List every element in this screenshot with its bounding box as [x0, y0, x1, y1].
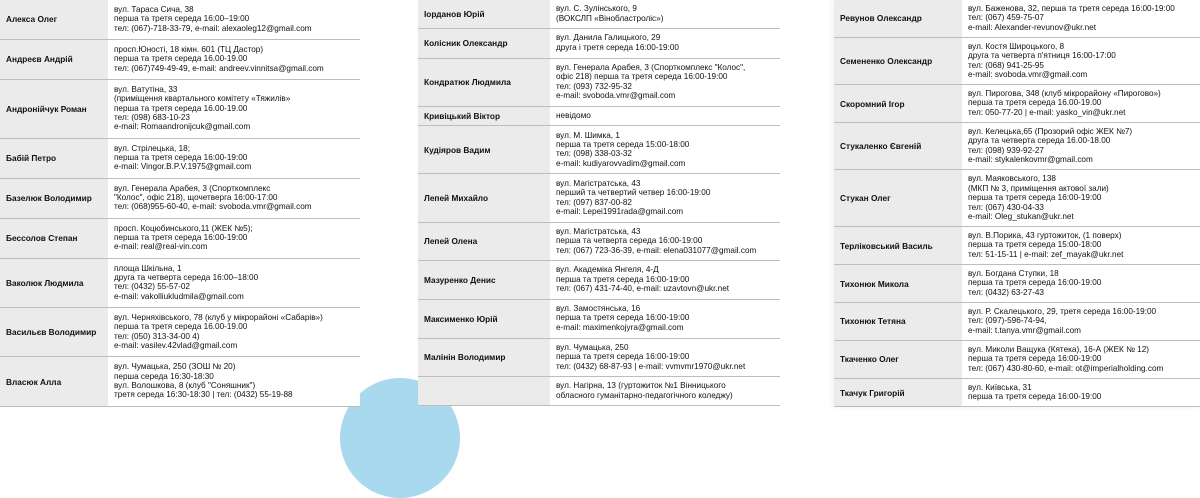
deputy-name: Тихонюк Тетяна	[834, 303, 962, 340]
deputy-contact-info	[108, 0, 360, 39]
deputy-name: Кудіяров Вадим	[418, 126, 550, 173]
contact-line: тел: (068) 941-25-95	[968, 60, 1044, 70]
deputy-name: Базелюк Володимир	[0, 179, 108, 218]
deputy-contact-info	[962, 0, 1200, 37]
deputy-contact-info	[962, 123, 1200, 169]
deputy-contact-info	[108, 259, 360, 307]
contact-line: третя середа 16:30-18:30 | тел: (0432) 55-19-88	[114, 390, 293, 400]
deputy-contact-info	[550, 300, 780, 338]
deputy-name: Алекса Олег	[0, 0, 108, 39]
deputy-row	[418, 29, 780, 58]
contact-line: тел: (0432) 63-27-43	[968, 287, 1044, 297]
contact-line: e-mail: svoboda.vmr@gmail.com	[556, 90, 676, 100]
contact-line: e-mail: svoboda.vmr@gmail.com	[968, 69, 1088, 79]
deputy-row	[0, 308, 360, 357]
contact-line: друга та четверта середа 16.00-18.00	[968, 136, 1111, 146]
contact-line: (ВОКСЛП «Вінобластроліс»)	[556, 13, 664, 23]
deputy-contact-info	[962, 341, 1200, 378]
deputy-contact-info	[550, 377, 780, 405]
contact-line: e-mail: Oleg_stukan@ukr.net	[968, 211, 1074, 221]
contact-line: (МКП № 3, приміщення актової зали)	[968, 183, 1109, 193]
contact-line: вул. Богдана Ступки, 18	[968, 268, 1059, 278]
deputy-contact-info	[962, 170, 1200, 226]
contact-line: вул. Чумацька, 250 (ЗОШ № 20)	[114, 362, 236, 372]
contact-line: e-mail: kudiyarovvadim@gmail.com	[556, 158, 686, 168]
deputy-row	[0, 139, 360, 179]
deputy-contact-info	[108, 179, 360, 218]
deputy-contact-info	[962, 265, 1200, 302]
contact-line: вул. С. Зулінського, 9	[556, 4, 637, 14]
deputy-row	[0, 179, 360, 219]
contact-line: вул. Пирогова, 348 (клуб мікрорайону «Пирогово»)	[968, 89, 1161, 99]
contact-line: вул. Магістратська, 43	[556, 178, 641, 188]
contact-line: вул. Келецька,65 (Прозорий офіс ЖЕК №7)	[968, 126, 1133, 136]
deputy-name: Стукаленко Євгеній	[834, 123, 962, 169]
deputy-name: Колісник Олександр	[418, 29, 550, 57]
contact-line: тел: (098) 939-92-27	[968, 145, 1044, 155]
contact-line: тел: 51-15-11 | e-mail: zef_mayak@ukr.net	[968, 249, 1124, 259]
deputy-name: Іорданов Юрій	[418, 0, 550, 28]
deputy-row	[418, 339, 780, 378]
deputy-name: Ваколюк Людмила	[0, 259, 108, 307]
deputy-name: Стукан Олег	[834, 170, 962, 226]
deputy-name: Скоромний Ігор	[834, 85, 962, 122]
deputy-row	[834, 227, 1200, 265]
contact-line: e-mail: Vingor.B.P.V.1975@gmail.com	[114, 162, 252, 172]
deputy-contact-info	[962, 303, 1200, 340]
contact-line: тел: (093) 732-95-32	[556, 81, 632, 91]
deputy-contact-info	[108, 40, 360, 79]
deputy-row	[834, 379, 1200, 408]
contact-line: перша та третя середа 16:00-19:00	[968, 354, 1102, 364]
deputy-row	[834, 303, 1200, 341]
contact-line: "Колос", офіс 218), щочетверга 16:00-17:00	[114, 192, 278, 202]
contact-line: обласного гуманітарно-педагогічного коледжу)	[556, 390, 733, 400]
contacts-column-3	[834, 0, 1200, 407]
deputy-name: Андреєв Андрій	[0, 40, 108, 79]
deputy-contact-info	[108, 308, 360, 356]
contact-line: перша середа 16:30-18:30	[114, 371, 214, 381]
contact-line: e-mail: Lepei1991rada@gmail.com	[556, 206, 684, 216]
contact-line: перша та третя середа 16:00-19:00	[968, 392, 1102, 402]
contact-line: вул. Генерала Арабея, 3 (Спорткомплекс	[114, 183, 271, 193]
deputy-name: Тихонюк Микола	[834, 265, 962, 302]
deputy-row	[834, 0, 1200, 38]
deputy-contact-info	[550, 29, 780, 57]
contact-line: вул. Волошкова, 8 (клуб "Соняшник")	[114, 381, 256, 391]
contact-line: тел: (068)955-60-40, e-mail: svoboda.vmr@gmail.com	[114, 202, 312, 212]
deputy-name: Мазуренко Денис	[418, 261, 550, 299]
contacts-column-2	[418, 0, 780, 406]
contact-line: просп.Юності, 18 кімн. 601 (ТЦ Дастор)	[114, 44, 264, 54]
contact-line: тел: (067) 431-74-40, e-mail: uzavtovn@ukr.net	[556, 284, 730, 294]
deputy-row	[834, 341, 1200, 379]
deputy-name: Власюк Алла	[0, 357, 108, 405]
deputy-name: Малінін Володимир	[418, 339, 550, 377]
contact-line: перша та третя середа 16.00-19.00	[114, 322, 248, 332]
contact-line: e-mail: stykalenkovmr@gmail.com	[968, 155, 1093, 165]
deputy-name: Терліковський Василь	[834, 227, 962, 264]
contact-line: вул. М. Шимка, 1	[556, 130, 620, 140]
contact-line: (приміщення квартального комітету «Тяжилів»	[114, 94, 291, 104]
deputy-name: Васильєв Володимир	[0, 308, 108, 356]
contact-line: друга та четверта середа 16:00–18:00	[114, 272, 259, 282]
deputy-name: Максименко Юрій	[418, 300, 550, 338]
contact-line: тел: (098) 683-10-23	[114, 113, 190, 123]
deputy-row	[418, 377, 780, 406]
deputy-contact-info	[550, 174, 780, 221]
contact-line: вул. Данила Галицького, 29	[556, 33, 661, 43]
contact-line: e-mail: Alexander-revunov@ukr.net	[968, 22, 1097, 32]
deputy-row	[418, 261, 780, 300]
deputy-contact-info	[108, 219, 360, 258]
deputy-contact-info	[108, 80, 360, 138]
contact-line: перша та третя середа 16:00–19:00	[114, 14, 250, 24]
contact-line: тел: (0432) 68-87-93 | e-mail: vvmvmr1970@ukr.net	[556, 361, 746, 371]
contact-line: площа Шкільна, 1	[114, 263, 182, 273]
contact-line: вул. Академіка Янгеля, 4-Д	[556, 265, 659, 275]
deputy-name: Кондратюк Людмила	[418, 59, 550, 106]
contact-line: вул. Замостянська, 16	[556, 304, 641, 314]
contact-line: перша та третя середа 16.00-19.00	[114, 103, 248, 113]
deputy-row	[418, 59, 780, 107]
contact-line: перший та четвертий четвер 16:00-19:00	[556, 188, 711, 198]
deputy-row	[418, 107, 780, 127]
contact-line: перша та четверта середа 16:00-19:00	[556, 236, 703, 246]
contact-line: e-mail: t.tanya.vmr@gmail.com	[968, 325, 1081, 335]
contact-line: вул. Маяковського, 138	[968, 174, 1056, 184]
contact-line: вул. Ватутіна, 33	[114, 84, 178, 94]
deputy-row	[418, 0, 780, 29]
contact-line: перша та третя середа 16:00-19:00	[556, 313, 690, 323]
deputy-contact-info	[550, 126, 780, 173]
contact-line: тел: (067)749-49-49, e-mail: andreev.vinnitsa@gmail.com	[114, 63, 324, 73]
contact-line: e-mail: maximenkojyra@gmail.com	[556, 322, 684, 332]
deputy-row	[834, 38, 1200, 85]
deputy-name: Бабій Петро	[0, 139, 108, 178]
contact-line: тел: (097) 837-00-82	[556, 197, 632, 207]
contact-line: тел: (0432) 55-57-02	[114, 282, 190, 292]
contact-line: e-mail: vakolliukludmila@gmail.com	[114, 291, 244, 301]
deputy-row	[834, 170, 1200, 227]
deputy-row	[418, 223, 780, 262]
contact-line: e-mail: real@real-vin.com	[114, 242, 208, 252]
deputy-name: Андронійчук Роман	[0, 80, 108, 138]
deputy-name	[418, 377, 550, 405]
deputy-name: Ткачук Григорій	[834, 379, 962, 407]
contact-line: вул. Київська, 31	[968, 382, 1032, 392]
contact-line: перша та третя середа 16:00-19:00	[556, 352, 690, 362]
deputy-contact-info	[962, 38, 1200, 84]
contact-line: тел: (097)-596-74-94,	[968, 316, 1047, 326]
deputy-contact-info	[550, 0, 780, 28]
contact-line: вул. Стрілецька, 18;	[114, 143, 190, 153]
deputy-name: Бессолов Степан	[0, 219, 108, 258]
contact-line: тел: (050) 313-34-00 4)	[114, 331, 200, 341]
contact-line: перша та третя середа 16.00-19.00	[114, 54, 248, 64]
contact-line: тел: (067) 430-80-60, e-mail: ot@imperialholding.com	[968, 363, 1164, 373]
contact-line: тел: 050-77-20 | e-mail: yasko_vin@ukr.net	[968, 107, 1126, 117]
contact-line: перша та третя середа 16:00-19:00	[968, 193, 1102, 203]
contact-line: невідомо	[556, 110, 591, 120]
deputy-name: Ткаченко Олег	[834, 341, 962, 378]
contact-line: тел: (067) 723-36-39, e-mail: elena031077@gmail.com	[556, 245, 757, 255]
contact-line: тел: (067)-718-33-79, e-mail: alexaoleg12@gmail.com	[114, 23, 312, 33]
contact-line: вул. Магістратська, 43	[556, 226, 641, 236]
deputy-row	[418, 300, 780, 339]
deputy-contact-info	[108, 139, 360, 178]
deputy-contact-info	[550, 261, 780, 299]
contact-line: перша та третя середа 15:00-18:00	[556, 140, 690, 150]
deputy-contact-info	[962, 379, 1200, 407]
deputy-contact-info	[108, 357, 360, 405]
deputy-contact-info	[550, 223, 780, 261]
contact-line: вул. Нагірна, 13 (гуртожиток №1 Вінницького	[556, 381, 726, 391]
deputy-row	[0, 40, 360, 80]
contact-line: друга і третя середа 16:00-19:00	[556, 42, 679, 52]
deputy-row	[834, 265, 1200, 303]
deputy-name: Ревунов Олександр	[834, 0, 962, 37]
deputy-contact-info	[962, 85, 1200, 122]
contact-line: вул. Чумацька, 250	[556, 342, 629, 352]
contact-line: тел: (067) 430-04-33	[968, 202, 1044, 212]
contact-line: тел: (067) 459-75-07	[968, 13, 1044, 23]
deputy-row	[834, 85, 1200, 123]
contact-line: перша та третя середа 15:00-18:00	[968, 240, 1102, 250]
deputy-contact-info	[550, 59, 780, 106]
contact-line: e-mail: vasilev.42vlad@gmail.com	[114, 341, 238, 351]
deputy-contact-info	[962, 227, 1200, 264]
contact-line: вул. В.Порика, 43 гуртожиток, (1 поверх)	[968, 231, 1122, 240]
contact-line: вул. Генерала Арабея, 3 (Спорткомплекс "Колос",	[556, 62, 746, 72]
deputy-row	[0, 357, 360, 406]
deputy-row	[0, 259, 360, 308]
deputy-row	[0, 80, 360, 139]
contact-line: вул. Костя Широцького, 8	[968, 41, 1065, 51]
deputy-name: Семененко Олександр	[834, 38, 962, 84]
deputy-name: Лепей Михайло	[418, 174, 550, 221]
deputy-row	[0, 219, 360, 259]
deputy-row	[834, 123, 1200, 170]
contact-line: вул. Тараса Сича, 38	[114, 4, 194, 14]
contact-line: вул. Баженова, 32, перша та третя середа 16:00-19:00	[968, 3, 1175, 13]
contact-line: офіс 218) перша та третя середа 16:00-19:00	[556, 72, 728, 82]
contacts-column-1	[0, 0, 360, 407]
deputy-row	[418, 174, 780, 222]
contact-line: перша та третя середа 16:00-19:00	[114, 232, 248, 242]
contact-line: e-mail: Romaandronijcuk@gmail.com	[114, 122, 251, 132]
contact-line: вул. Р. Скалецького, 29, третя середа 16:00-19:00	[968, 306, 1157, 316]
deputy-name: Кривіцький Віктор	[418, 107, 550, 126]
contact-line: просп. Коцюбинського,11 (ЖЕК №5);	[114, 223, 253, 233]
contact-line: перша та третя середа 16:00-19:00	[556, 274, 690, 284]
deputy-contact-info	[550, 339, 780, 377]
contact-line: вул. Черняхівського, 78 (клуб у мікрорайоні «Сабарів»)	[114, 312, 323, 322]
contact-line: перша та третя середа 16:00-19:00	[114, 153, 248, 162]
contact-line: перша та третя середа 16:00-19:00	[968, 278, 1102, 288]
contact-line: тел: (098) 338-03-32	[556, 149, 632, 159]
deputy-name: Лепей Олена	[418, 223, 550, 261]
deputy-row	[0, 0, 360, 40]
contact-line: перша та третя середа 16.00-19.00	[968, 98, 1102, 108]
contact-line: вул. Миколи Ващука (Кятека), 16-А (ЖЕК № 12)	[968, 344, 1149, 354]
deputy-contact-info	[550, 107, 780, 126]
deputy-row	[418, 126, 780, 174]
contact-line: друга та четверта п'ятниця 16:00-17:00	[968, 51, 1116, 61]
